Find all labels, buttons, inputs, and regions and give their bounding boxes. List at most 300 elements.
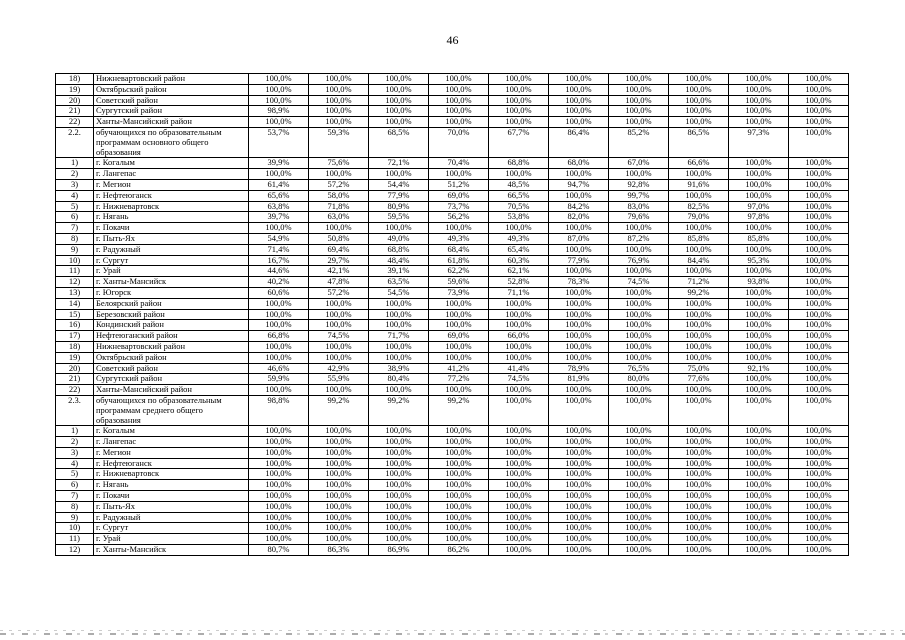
row-name: г. Нефтеюганск [94,458,249,469]
row-number: 11) [56,266,94,277]
table-row [56,266,849,277]
row-name: Октябрьский район [94,84,249,95]
value-cell: 70,4% [429,158,489,169]
row-name: обучающихся по образовательным программам основного общего образования [94,127,249,157]
value-cell: 100,0% [429,106,489,117]
value-cell: 100,0% [729,395,789,425]
value-cell: 77,6% [669,374,729,385]
value-cell: 100,0% [609,534,669,545]
table-row [56,447,849,458]
value-cell: 100,0% [249,385,309,396]
value-cell: 100,0% [729,385,789,396]
value-cell: 50,8% [309,233,369,244]
value-cell: 100,0% [789,426,849,437]
value-cell: 100,0% [729,158,789,169]
value-cell: 100,0% [369,447,429,458]
value-cell: 100,0% [549,469,609,480]
value-cell: 98,9% [249,106,309,117]
table-row [56,277,849,288]
value-cell: 100,0% [489,437,549,448]
value-cell: 100,0% [789,84,849,95]
value-cell: 100,0% [609,469,669,480]
row-number: 5) [56,201,94,212]
row-number: 21) [56,106,94,117]
value-cell: 100,0% [249,341,309,352]
value-cell: 100,0% [669,341,729,352]
value-cell: 100,0% [549,244,609,255]
value-cell: 100,0% [729,320,789,331]
value-cell: 100,0% [609,331,669,342]
value-cell: 99,2% [669,287,729,298]
value-cell: 100,0% [669,501,729,512]
row-number: 21) [56,374,94,385]
value-cell: 100,0% [369,169,429,180]
row-name: г. Ханты-Мансийск [94,545,249,556]
value-cell: 87,2% [609,233,669,244]
value-cell: 100,0% [789,212,849,223]
value-cell: 100,0% [309,437,369,448]
value-cell: 100,0% [789,331,849,342]
value-cell: 100,0% [549,266,609,277]
value-cell: 100,0% [309,106,369,117]
row-number: 7) [56,223,94,234]
row-name: г. Сургут [94,255,249,266]
value-cell: 100,0% [249,117,309,128]
value-cell: 100,0% [729,117,789,128]
value-cell: 100,0% [369,501,429,512]
value-cell: 100,0% [609,491,669,502]
value-cell: 84,2% [549,201,609,212]
value-cell: 79,6% [609,212,669,223]
row-name: г. Радужный [94,512,249,523]
value-cell: 100,0% [549,523,609,534]
value-cell: 100,0% [549,534,609,545]
value-cell: 100,0% [369,117,429,128]
value-cell: 62,2% [429,266,489,277]
value-cell: 100,0% [309,426,369,437]
value-cell: 75,6% [309,158,369,169]
value-cell: 100,0% [729,374,789,385]
row-name: Кондинский район [94,320,249,331]
value-cell: 92,1% [729,363,789,374]
value-cell: 100,0% [489,447,549,458]
value-cell: 100,0% [729,352,789,363]
table-row [56,480,849,491]
value-cell: 100,0% [669,480,729,491]
row-name: Советский район [94,95,249,106]
value-cell: 86,2% [429,545,489,556]
row-name: г. Покачи [94,223,249,234]
value-cell: 100,0% [429,84,489,95]
value-cell: 100,0% [549,74,609,85]
value-cell: 100,0% [549,480,609,491]
value-cell: 59,6% [429,277,489,288]
value-cell: 100,0% [249,447,309,458]
row-number: 9) [56,512,94,523]
value-cell: 100,0% [249,352,309,363]
value-cell: 69,0% [429,190,489,201]
value-cell: 100,0% [429,447,489,458]
value-cell: 100,0% [369,95,429,106]
value-cell: 66,8% [249,331,309,342]
row-number: 1) [56,426,94,437]
value-cell: 100,0% [489,74,549,85]
value-cell: 100,0% [369,469,429,480]
table-row [56,158,849,169]
value-cell: 100,0% [489,385,549,396]
value-cell: 100,0% [369,84,429,95]
value-cell: 100,0% [669,74,729,85]
row-number: 12) [56,545,94,556]
value-cell: 100,0% [789,233,849,244]
value-cell: 73,9% [429,287,489,298]
value-cell: 100,0% [789,501,849,512]
table-row [56,117,849,128]
value-cell: 100,0% [549,331,609,342]
value-cell: 71,1% [489,287,549,298]
value-cell: 100,0% [729,480,789,491]
value-cell: 100,0% [789,287,849,298]
value-cell: 100,0% [609,545,669,556]
value-cell: 100,0% [309,320,369,331]
value-cell: 100,0% [669,447,729,458]
table-row [56,395,849,425]
value-cell: 59,5% [369,212,429,223]
value-cell: 57,2% [309,287,369,298]
value-cell: 68,8% [369,244,429,255]
value-cell: 100,0% [549,117,609,128]
value-cell: 100,0% [669,309,729,320]
value-cell: 100,0% [609,341,669,352]
value-cell: 68,8% [489,158,549,169]
table-row [56,244,849,255]
value-cell: 74,5% [489,374,549,385]
value-cell: 100,0% [729,266,789,277]
value-cell: 100,0% [669,426,729,437]
value-cell: 52,8% [489,277,549,288]
value-cell: 100,0% [669,458,729,469]
value-cell: 100,0% [489,341,549,352]
value-cell: 100,0% [429,169,489,180]
value-cell: 68,5% [369,127,429,157]
value-cell: 100,0% [489,106,549,117]
value-cell: 39,7% [249,212,309,223]
row-number: 18) [56,74,94,85]
value-cell: 100,0% [729,341,789,352]
value-cell: 59,3% [309,127,369,157]
value-cell: 91,6% [669,179,729,190]
value-cell: 100,0% [309,74,369,85]
value-cell: 100,0% [489,223,549,234]
value-cell: 85,8% [729,233,789,244]
table-row [56,331,849,342]
table-row [56,201,849,212]
value-cell: 54,5% [369,287,429,298]
value-cell: 100,0% [369,437,429,448]
table-row [56,95,849,106]
value-cell: 82,5% [669,201,729,212]
value-cell: 100,0% [549,341,609,352]
value-cell: 100,0% [729,501,789,512]
row-number: 9) [56,244,94,255]
indicator-table [55,73,849,556]
value-cell: 80,4% [369,374,429,385]
value-cell: 100,0% [729,190,789,201]
value-cell: 99,2% [369,395,429,425]
value-cell: 83,0% [609,201,669,212]
value-cell: 100,0% [789,491,849,502]
value-cell: 100,0% [609,352,669,363]
row-name: г. Лангепас [94,169,249,180]
value-cell: 100,0% [789,127,849,157]
value-cell: 100,0% [789,179,849,190]
value-cell: 100,0% [789,158,849,169]
row-name: г. Когалым [94,426,249,437]
value-cell: 100,0% [609,395,669,425]
value-cell: 100,0% [789,190,849,201]
row-number: 20) [56,95,94,106]
value-cell: 100,0% [429,512,489,523]
value-cell: 100,0% [549,385,609,396]
row-name: г. Нягань [94,212,249,223]
value-cell: 100,0% [609,523,669,534]
row-number: 20) [56,363,94,374]
row-name: г. Мегион [94,179,249,190]
row-name: г. Лангепас [94,437,249,448]
value-cell: 66,6% [669,158,729,169]
value-cell: 100,0% [429,523,489,534]
value-cell: 97,0% [729,201,789,212]
value-cell: 100,0% [309,223,369,234]
value-cell: 100,0% [669,545,729,556]
value-cell: 100,0% [549,352,609,363]
value-cell: 71,4% [249,244,309,255]
value-cell: 86,4% [549,127,609,157]
row-name: Сургутский район [94,106,249,117]
value-cell: 100,0% [729,437,789,448]
value-cell: 100,0% [789,298,849,309]
value-cell: 86,9% [369,545,429,556]
value-cell: 100,0% [549,106,609,117]
value-cell: 69,0% [429,331,489,342]
value-cell: 99,2% [429,395,489,425]
table-row [56,374,849,385]
value-cell: 100,0% [369,106,429,117]
value-cell: 100,0% [669,534,729,545]
value-cell: 100,0% [249,534,309,545]
value-cell: 100,0% [429,501,489,512]
value-cell: 100,0% [669,244,729,255]
row-number: 22) [56,117,94,128]
row-number: 22) [56,385,94,396]
value-cell: 60,3% [489,255,549,266]
value-cell: 48,5% [489,179,549,190]
value-cell: 100,0% [669,117,729,128]
value-cell: 77,9% [369,190,429,201]
value-cell: 100,0% [729,244,789,255]
value-cell: 100,0% [669,190,729,201]
row-number: 6) [56,480,94,491]
row-name: г. Югорск [94,287,249,298]
row-name: г. Урай [94,266,249,277]
value-cell: 100,0% [489,458,549,469]
value-cell: 100,0% [309,117,369,128]
row-name: г. Пыть-Ях [94,233,249,244]
value-cell: 100,0% [669,352,729,363]
row-number: 18) [56,341,94,352]
value-cell: 100,0% [369,223,429,234]
value-cell: 100,0% [549,223,609,234]
value-cell: 39,9% [249,158,309,169]
value-cell: 63,8% [249,201,309,212]
value-cell: 100,0% [369,309,429,320]
value-cell: 100,0% [429,491,489,502]
value-cell: 100,0% [609,437,669,448]
value-cell: 68,0% [549,158,609,169]
table-row [56,190,849,201]
row-number: 19) [56,84,94,95]
value-cell: 100,0% [249,320,309,331]
value-cell: 47,8% [309,277,369,288]
value-cell: 100,0% [789,169,849,180]
value-cell: 100,0% [549,512,609,523]
value-cell: 100,0% [729,84,789,95]
value-cell: 53,7% [249,127,309,157]
row-number: 14) [56,298,94,309]
value-cell: 100,0% [249,84,309,95]
value-cell: 100,0% [549,395,609,425]
value-cell: 41,2% [429,363,489,374]
value-cell: 100,0% [249,437,309,448]
value-cell: 100,0% [249,309,309,320]
value-cell: 78,3% [549,277,609,288]
value-cell: 100,0% [789,201,849,212]
value-cell: 100,0% [669,491,729,502]
table-row [56,545,849,556]
value-cell: 100,0% [789,106,849,117]
value-cell: 100,0% [789,512,849,523]
value-cell: 100,0% [309,352,369,363]
value-cell: 100,0% [489,545,549,556]
value-cell: 100,0% [549,437,609,448]
value-cell: 100,0% [609,512,669,523]
value-cell: 100,0% [249,501,309,512]
table-row [56,501,849,512]
value-cell: 100,0% [489,84,549,95]
value-cell: 100,0% [789,117,849,128]
value-cell: 100,0% [729,523,789,534]
value-cell: 39,1% [369,266,429,277]
value-cell: 100,0% [729,169,789,180]
value-cell: 100,0% [609,287,669,298]
value-cell: 100,0% [309,534,369,545]
value-cell: 100,0% [729,298,789,309]
value-cell: 85,2% [609,127,669,157]
value-cell: 81,9% [549,374,609,385]
value-cell: 100,0% [429,480,489,491]
value-cell: 100,0% [789,95,849,106]
value-cell: 100,0% [609,426,669,437]
table-row [56,341,849,352]
row-name: Ханты-Мансийский район [94,385,249,396]
value-cell: 77,9% [549,255,609,266]
value-cell: 100,0% [609,117,669,128]
value-cell: 76,9% [609,255,669,266]
value-cell: 100,0% [489,469,549,480]
value-cell: 100,0% [429,298,489,309]
table-row [56,469,849,480]
value-cell: 100,0% [309,523,369,534]
value-cell: 100,0% [309,512,369,523]
value-cell: 29,7% [309,255,369,266]
value-cell: 80,9% [369,201,429,212]
table-row [56,255,849,266]
row-number: 2) [56,169,94,180]
value-cell: 100,0% [429,341,489,352]
value-cell: 76,5% [609,363,669,374]
scan-edge-artifact [0,630,905,631]
value-cell: 100,0% [669,512,729,523]
value-cell: 100,0% [249,298,309,309]
value-cell: 84,4% [669,255,729,266]
value-cell: 100,0% [729,309,789,320]
value-cell: 100,0% [789,534,849,545]
row-name: Советский район [94,363,249,374]
value-cell: 100,0% [789,469,849,480]
row-number: 8) [56,501,94,512]
value-cell: 97,3% [729,127,789,157]
value-cell: 100,0% [309,480,369,491]
value-cell: 100,0% [669,169,729,180]
row-name: г. Нижневартовск [94,469,249,480]
row-number: 6) [56,212,94,223]
page-number: 46 [446,33,459,47]
table-row [56,179,849,190]
value-cell: 100,0% [249,469,309,480]
value-cell: 100,0% [789,74,849,85]
value-cell: 100,0% [429,469,489,480]
value-cell: 100,0% [489,298,549,309]
value-cell: 100,0% [489,320,549,331]
value-cell: 100,0% [789,309,849,320]
value-cell: 86,3% [309,545,369,556]
value-cell: 100,0% [609,501,669,512]
value-cell: 100,0% [429,117,489,128]
value-cell: 100,0% [789,277,849,288]
value-cell: 100,0% [729,545,789,556]
value-cell: 100,0% [429,437,489,448]
value-cell: 100,0% [369,74,429,85]
row-number: 4) [56,458,94,469]
value-cell: 100,0% [489,501,549,512]
row-name: г. Ханты-Мансийск [94,277,249,288]
value-cell: 48,4% [369,255,429,266]
value-cell: 100,0% [549,309,609,320]
value-cell: 97,8% [729,212,789,223]
row-name: Березовский район [94,309,249,320]
table-row [56,223,849,234]
row-number: 3) [56,447,94,458]
value-cell: 75,0% [669,363,729,374]
value-cell: 100,0% [729,95,789,106]
row-number: 11) [56,534,94,545]
value-cell: 100,0% [369,523,429,534]
value-cell: 100,0% [609,106,669,117]
value-cell: 62,1% [489,266,549,277]
value-cell: 70,0% [429,127,489,157]
value-cell: 100,0% [309,458,369,469]
value-cell: 69,4% [309,244,369,255]
